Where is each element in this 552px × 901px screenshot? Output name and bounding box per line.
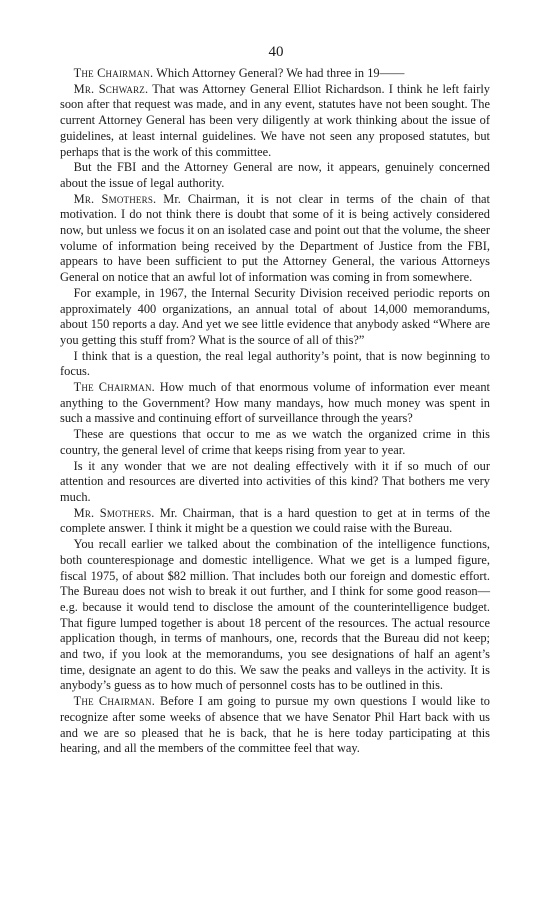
hearing-transcript bbox=[60, 66, 490, 757]
paragraph-text: For example, in 1967, the Internal Security Division received periodic reports on approximately 400 organizations, an annual total of about 14,000 memorandums, about 150 reports a day. And yet we see little evidence that anybody asked “Where are you getting this stuff from? What is the source of all of this?” bbox=[60, 285, 490, 347]
page-number: 40 bbox=[268, 44, 284, 60]
speaker-name: Mr. Smothers. bbox=[73, 505, 155, 520]
paragraph-text: But the FBI and the Attorney General are now, it appears, genuinely concerned about the issue of legal authority. bbox=[60, 160, 490, 190]
paragraph bbox=[60, 427, 490, 458]
speaker-name: The Chairman. bbox=[73, 66, 154, 80]
paragraph bbox=[60, 349, 490, 380]
speaker-name: The Chairman. bbox=[73, 380, 155, 395]
paragraph-text: I think that is a question, the real legal authority’s point, that is now beginning to focus. bbox=[60, 348, 490, 379]
paragraph-text: Mr. Chairman, it is not clear in terms of the chain of that motivation. I do not think there is doubt that some of it is being actively considered now, but unless we focus it on an isolated case and point out that the volume, the sheer volume of information being received by the Department of Justice from the FBI, appears to have been sufficient to put the Attorney General, the various Attorneys General on notice that an awful lot of information was coming in from somewhere. bbox=[60, 191, 490, 285]
paragraph-text: Which Attorney General? We had three in 19—— bbox=[153, 66, 405, 80]
paragraph bbox=[60, 537, 490, 694]
paragraph bbox=[60, 380, 490, 427]
paragraph bbox=[60, 506, 490, 537]
paragraph-text: These are questions that occur to me as we watch the organized crime in this country, the general level of crime that keeps rising from year to year. bbox=[60, 427, 490, 457]
paragraph bbox=[60, 160, 490, 191]
paragraph bbox=[60, 82, 490, 161]
paragraph-text: Is it any wonder that we are not dealing effectively with it if so much of our attention and resources are diverted into activities of this kind? That bothers me very much. bbox=[60, 458, 490, 504]
speaker-name: Mr. Smothers. bbox=[73, 191, 157, 206]
paragraph-text: Before I am going to pursue my own questions I would like to recognize after some weeks of absence that we have Senator Phil Hart back with us and we are so pleased that he is back, that he is here today participating at this hearing, and all the members of the committee feel that way. bbox=[60, 694, 490, 756]
paragraph-text: Mr. Chairman, that is a hard question to get at in terms of the complete answer. I think it might be a question we could raise with the Bureau. bbox=[60, 505, 491, 536]
paragraph bbox=[60, 66, 490, 82]
paragraph-text: How much of that enormous volume of information ever meant anything to the Government? How many mandays, how much money was spent in such a massive and continuing effort of surveillance through the years? bbox=[60, 380, 490, 426]
paragraph bbox=[60, 694, 490, 757]
paragraph bbox=[60, 192, 490, 286]
speaker-name: Mr. Schwarz. bbox=[73, 81, 149, 96]
speaker-name: The Chairman. bbox=[73, 694, 156, 709]
paragraph-text: You recall earlier we talked about the combination of the intelligence functions, both counterespionage and domestic intelligence. What we get is a lumped figure, fiscal 1975, of about $82 million. That includes both our foreign and domestic effort. The Bureau does not wish to break it out further, and I think for some good reason—e.g. because it would tend to disclose the amount of the counterintelligence budget. That figure lumped together is about 18 percent of the resources. The actual resource application though, in terms of manhours, one, records that the Bureau did not keep; and two, if you look at the memorandums, you see designations of half an agent’s time, designate an agent to do this. We saw the peaks and valleys in the activity. It is anybody’s guess as to how much of personnel costs has to be outlined in this. bbox=[60, 537, 490, 693]
paragraph-text: That was Attorney General Elliot Richardson. I think he left fairly soon after that request was made, and in any event, statutes have not been sought. The current Attorney General has been very diligently at work thinking about the issue of guidelines, at least internal guidelines. We have not seen any proposed statutes, but perhaps that is the work of this committee. bbox=[60, 81, 490, 159]
paragraph bbox=[60, 459, 490, 506]
paragraph bbox=[60, 286, 490, 349]
